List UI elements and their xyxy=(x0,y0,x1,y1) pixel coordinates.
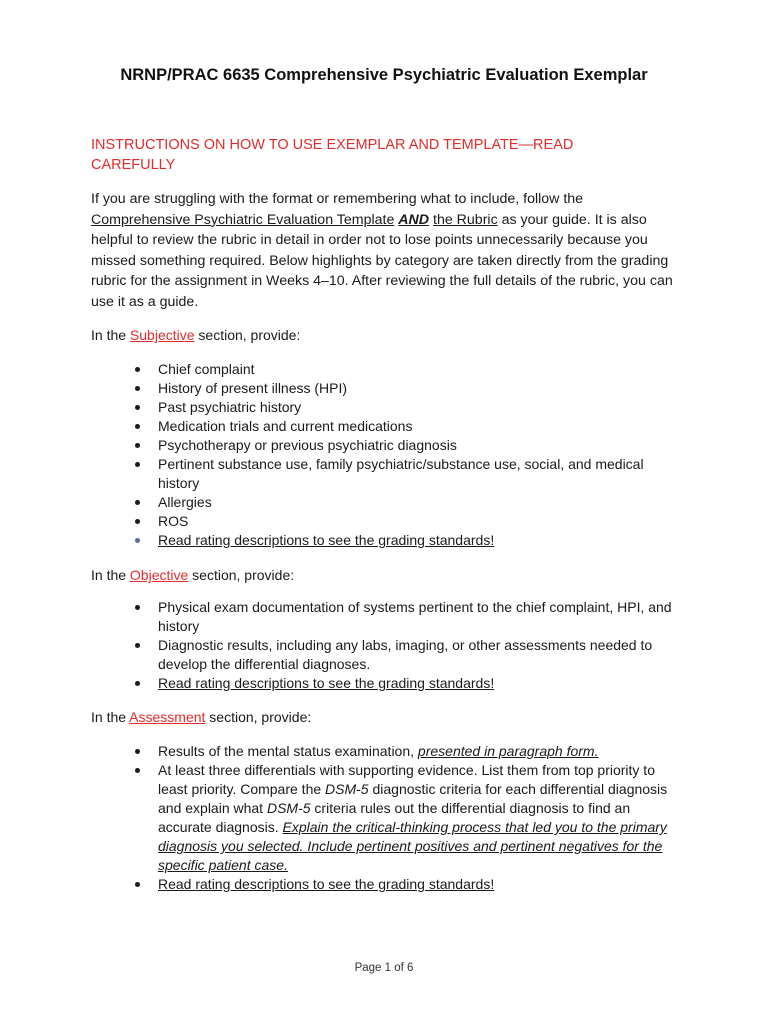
subjective-intro xyxy=(91,326,300,345)
dsm-term: DSM-5 xyxy=(325,781,369,797)
intro-text-1: If you are struggling with the format or remembering what to include, follow the xyxy=(91,191,584,207)
subjective-list xyxy=(131,360,681,550)
list-item xyxy=(131,531,681,550)
subjective-suffix: section, provide: xyxy=(198,327,301,343)
document-title: NRNP/PRAC 6635 Comprehensive Psychiatric Evaluation Exemplar xyxy=(120,66,648,84)
assessment-suffix: section, provide: xyxy=(209,709,312,725)
list-item: Physical exam documentation of systems pertinent to the chief complaint, HPI, and history xyxy=(131,598,681,636)
assessment-label: Assessment xyxy=(129,709,206,725)
rubric-link[interactable]: the Rubric xyxy=(433,211,498,228)
list-item xyxy=(131,742,681,761)
differentials-text-c: criteria rules out the differential diagnosis to find an accurate diagnosis. xyxy=(158,800,631,835)
intro-paragraph xyxy=(91,189,681,312)
objective-intro xyxy=(91,566,294,585)
critical-thinking-emphasis: Explain the critical-thinking process that led you to the primary diagnosis you selected. Include pertinent positives and pertinent negatives for the specific patient case. xyxy=(158,819,667,873)
list-item: Pertinent substance use, family psychiatric/substance use, social, and medical history xyxy=(131,455,681,493)
subjective-label: Subjective xyxy=(129,327,195,343)
subjective-rating-link[interactable]: Read rating descriptions to see the grading standards! xyxy=(158,532,495,548)
objective-list xyxy=(131,598,681,693)
subjective-prefix: In the xyxy=(91,327,127,343)
list-item xyxy=(131,674,681,693)
objective-label: Objective xyxy=(129,567,189,583)
list-item xyxy=(131,875,681,894)
template-link[interactable]: Comprehensive Psychiatric Evaluation Template xyxy=(91,211,395,228)
list-item: Medication trials and current medications xyxy=(131,417,681,436)
list-item: Chief complaint xyxy=(131,360,681,379)
assessment-list xyxy=(131,742,681,894)
assessment-rating-link[interactable]: Read rating descriptions to see the grading standards! xyxy=(158,876,495,892)
intro-text-2: as your guide. It is also helpful to review the rubric in detail in order not to lose points unnecessarily because you missed something required. Below highlights by category are taken directly from the grading rubric for the assignment in Weeks 4–10. After reviewing the full details of the rubric, you can use it as a guide. xyxy=(91,211,673,310)
list-item: Psychotherapy or previous psychiatric diagnosis xyxy=(131,436,681,455)
list-item: Allergies xyxy=(131,493,681,512)
list-item xyxy=(131,761,681,875)
list-item: Diagnostic results, including any labs, imaging, or other assessments needed to develop the differential diagnoses. xyxy=(131,636,681,674)
and-emphasis: AND xyxy=(398,211,430,228)
list-item: History of present illness (HPI) xyxy=(131,379,681,398)
objective-rating-link[interactable]: Read rating descriptions to see the grading standards! xyxy=(158,675,495,691)
objective-prefix: In the xyxy=(91,567,127,583)
assessment-prefix: In the xyxy=(91,709,127,725)
list-item: ROS xyxy=(131,512,681,531)
mse-text: Results of the mental status examination, xyxy=(158,743,415,759)
instructions-heading: INSTRUCTIONS ON HOW TO USE EXEMPLAR AND TEMPLATE—READ CAREFULLY xyxy=(91,137,574,173)
assessment-intro xyxy=(91,708,311,727)
dsm-term: DSM-5 xyxy=(266,800,311,816)
differentials-text-a: At least three differentials with supporting evidence. List them from top priority to least priority. Compare the xyxy=(158,762,655,797)
page-number: Page 1 of 6 xyxy=(354,962,414,974)
objective-suffix: section, provide: xyxy=(192,567,295,583)
differentials-text-b: diagnostic criteria for each differential diagnosis and explain what xyxy=(158,781,668,816)
list-item: Past psychiatric history xyxy=(131,398,681,417)
mse-emphasis: presented in paragraph form. xyxy=(417,743,599,759)
